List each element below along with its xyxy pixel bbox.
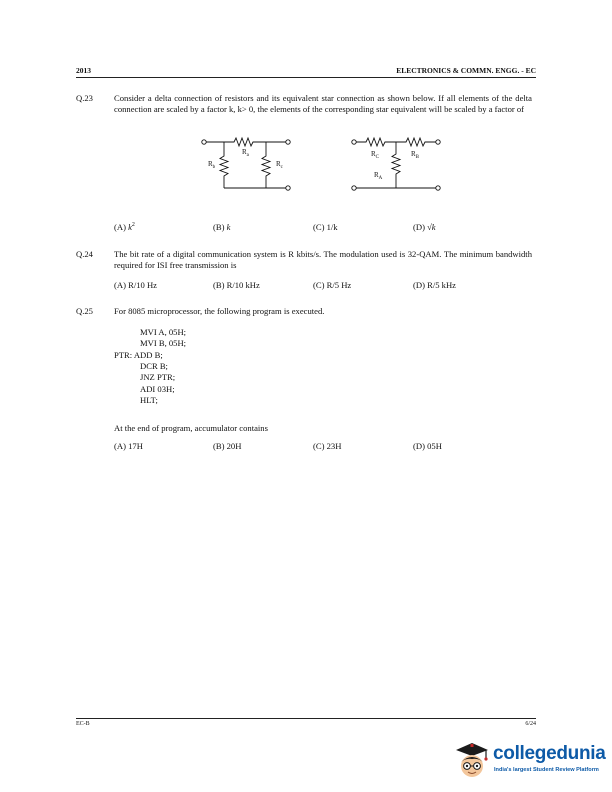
q25-option-b[interactable]: (B) 20H	[213, 441, 242, 451]
header-rule	[76, 77, 536, 78]
brand-tagline: India's largest Student Review Platform	[494, 767, 599, 773]
collegedunia-logo[interactable]	[450, 740, 610, 780]
delta-label-rc: $R_c$	[276, 160, 283, 170]
q24-text: The bit rate of a digital communication system is R kbits/s. The modulation used is 32-QAM. The minimum bandwidth required for ISI free transmission is	[114, 249, 532, 270]
star-terminal-bottom-left	[352, 186, 356, 190]
footer-page: 6/24	[525, 721, 536, 727]
delta-terminal-top-right	[286, 140, 290, 144]
star-resistor-a	[392, 142, 400, 188]
program-line-4: DCR B;	[140, 361, 168, 371]
program-line-2: MVI B, 05H;	[140, 338, 187, 348]
q23-option-b[interactable]: (B) k	[213, 222, 231, 232]
q24-number: Q.24	[76, 249, 93, 259]
star-terminal-top-left	[352, 140, 356, 144]
program-line-7: HLT;	[140, 395, 158, 405]
star-label-ra: $R_A$	[374, 171, 383, 181]
star-terminal-bottom-right	[436, 186, 440, 190]
delta-terminal-bottom-right	[286, 186, 290, 190]
program-line-6: ADI 03H;	[140, 384, 175, 394]
q23-option-d[interactable]: (D) √k	[413, 222, 436, 232]
delta-label-rb: $R_b$	[208, 160, 216, 170]
star-terminal-top-right	[436, 140, 440, 144]
q25-number: Q.25	[76, 306, 93, 316]
q23-option-c[interactable]: (C) 1/k	[313, 222, 338, 232]
delta-resistor-b	[220, 142, 228, 188]
q23-number: Q.23	[76, 93, 93, 103]
graduate-mascot-icon	[450, 740, 494, 780]
q23-option-a[interactable]: (A) $k^2$	[114, 222, 135, 232]
paper-year: 2013	[76, 66, 91, 75]
q23-text: Consider a delta connection of resistors and its equivalent star connection as shown below. If all elements of the delta connection are scaled by a factor k, k> 0, the elements of the corresponding star equivalent will be scaled by a factor of	[114, 93, 532, 114]
delta-resistor-a	[206, 138, 286, 146]
brand-name: collegedunia	[493, 743, 606, 764]
paper-subject: ELECTRONICS & COMMN. ENGG. - EC	[396, 66, 536, 75]
star-resistor-b	[396, 138, 436, 146]
star-label-rb: $R_B$	[411, 150, 420, 160]
footer-rule	[76, 718, 536, 719]
q25-followup: At the end of program, accumulator contains	[114, 423, 268, 433]
star-resistor-c	[356, 138, 396, 146]
star-label-rc: $R_C$	[371, 150, 380, 160]
q25-option-d[interactable]: (D) 05H	[413, 441, 442, 451]
q23-circuit-figure	[190, 134, 460, 198]
q24-option-c[interactable]: (C) R/5 Hz	[313, 280, 352, 290]
q25-option-c[interactable]: (C) 23H	[313, 441, 342, 451]
delta-terminal-top-left	[202, 140, 206, 144]
q25-option-a[interactable]: (A) 17H	[114, 441, 143, 451]
q24-option-b[interactable]: (B) R/10 kHz	[213, 280, 260, 290]
program-line-5: JNZ PTR;	[140, 372, 176, 382]
q24-option-d[interactable]: (D) R/5 kHz	[413, 280, 456, 290]
q25-text: For 8085 microprocessor, the following program is executed.	[114, 306, 325, 316]
delta-resistor-c	[262, 142, 270, 188]
program-line-3: PTR: ADD B;	[114, 350, 163, 360]
q24-option-a[interactable]: (A) R/10 Hz	[114, 280, 157, 290]
delta-label-ra: $R_a$	[242, 148, 249, 158]
footer-code: EC-B	[76, 721, 90, 727]
program-line-1: MVI A, 05H;	[140, 327, 187, 337]
